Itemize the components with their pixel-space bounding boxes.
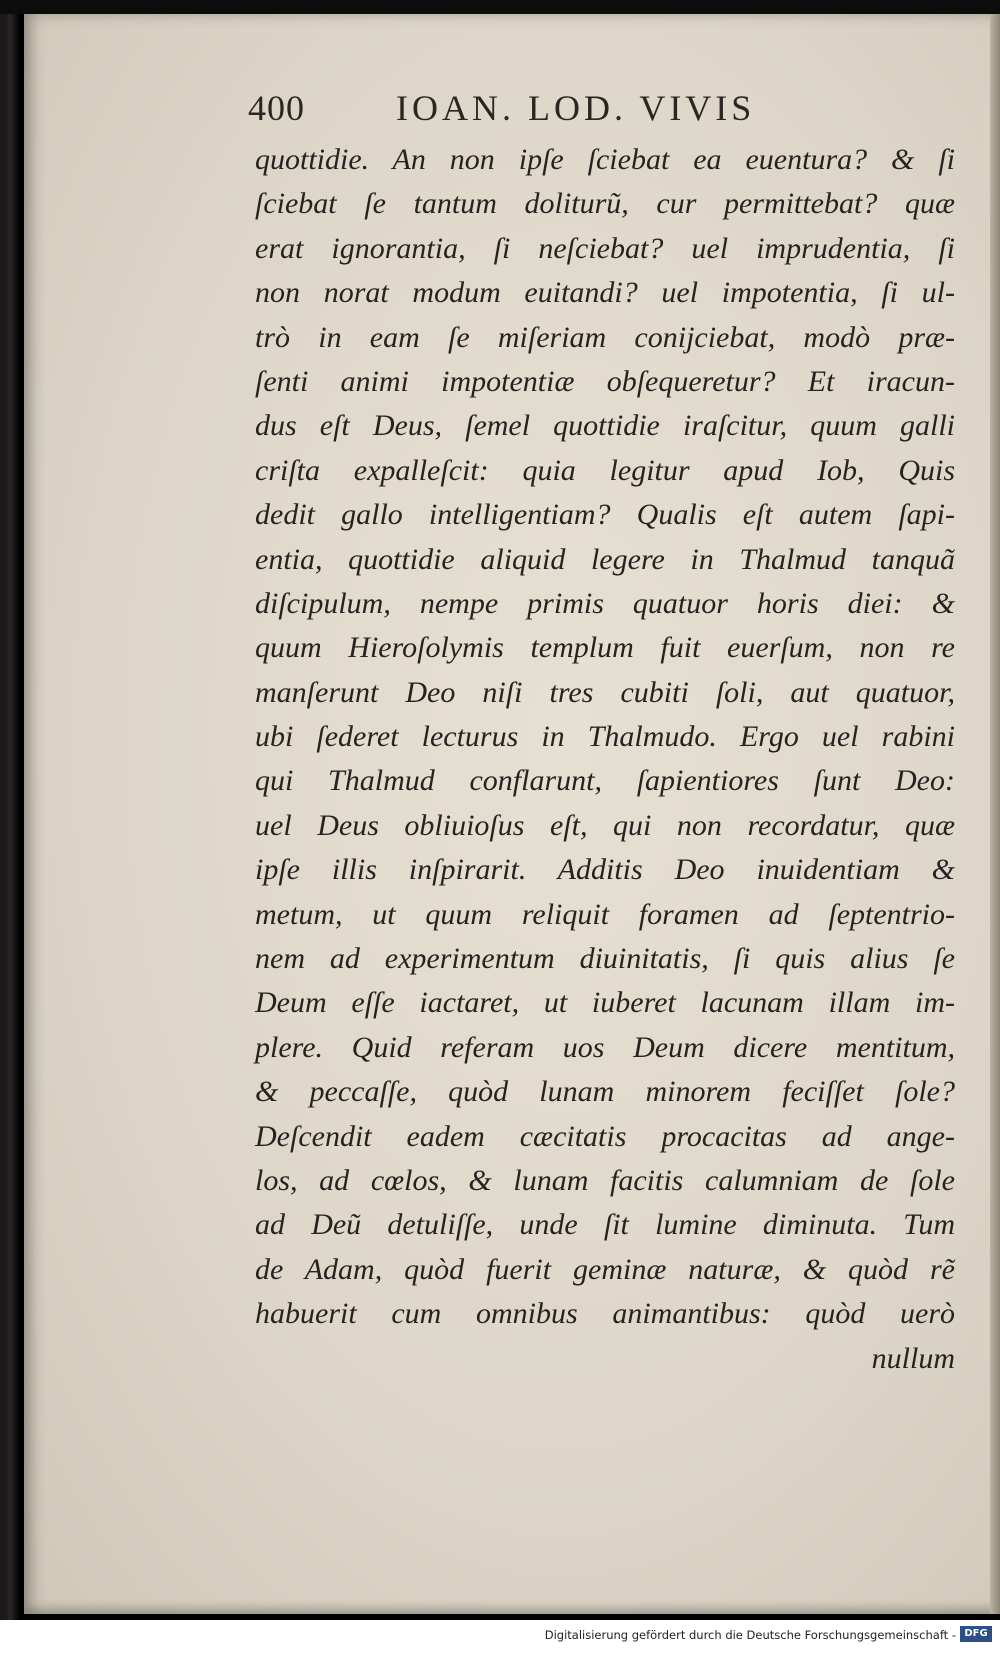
running-header — [248, 85, 868, 135]
text-line: los, ad cœlos, & lunam facitis calumniam de ſole — [255, 1163, 955, 1197]
text-line: quottidie. An non ipſe ſciebat ea euentura? & ſi — [255, 143, 955, 176]
text-line: dus eſt Deus, ſemel quottidie iraſcitur, quum galli — [255, 409, 955, 443]
text-line: metum, ut quum reliquit foramen ad ſeptentrio- — [255, 897, 955, 931]
text-line: Deſcendit eadem cæcitatis procacitas ad ange- — [255, 1119, 955, 1153]
text-line: trò in eam ſe miſeriam conijciebat, modò præ- — [255, 320, 955, 354]
body-text — [255, 138, 955, 1381]
dfg-logo: DFG — [960, 1626, 992, 1642]
text-line: habuerit cum omnibus animantibus: quòd uerò — [255, 1297, 955, 1331]
digitization-footer — [0, 1620, 1000, 1661]
funding-note: Digitalisierung gefördert durch die Deutsche Forschungsgemeinschaft - — [544, 1628, 956, 1642]
text-line: nem ad experimentum diuinitatis, ſi quis alius ſe — [255, 942, 955, 976]
text-line: manſerunt Deo niſi tres cubiti ſoli, aut quatuor, — [255, 675, 955, 709]
text-line: dedit gallo intelligentiam? Qualis eſt autem ſapi- — [255, 498, 955, 532]
text-line: ſenti animi impotentiæ obſequeretur? Et iracun- — [255, 364, 955, 398]
text-line: non norat modum euitandi? uel impotentia, ſi ul- — [255, 276, 955, 310]
text-line: plere. Quid referam uos Deum dicere mentitum, — [255, 1030, 955, 1064]
catchword: nullum — [871, 1341, 955, 1375]
running-title: IOAN. LOD. VIVIS — [396, 88, 756, 128]
text-line: criſta expalleſcit: quia legitur apud Iob, Quis — [255, 453, 955, 487]
text-line: erat ignorantia, ſi neſciebat? uel imprudentia, ſi — [255, 231, 955, 265]
text-line: ubi ſederet lecturus in Thalmudo. Ergo uel rabini — [255, 720, 955, 754]
text-line: entia, quottidie aliquid legere in Thalmud tanquã — [255, 542, 955, 576]
text-line: ad Deũ detuliſſe, unde ſit lumine diminuta. Tum — [255, 1208, 955, 1242]
page-number: 400 — [248, 88, 305, 128]
text-line: quum Hieroſolymis templum fuit euerſum, non re — [255, 631, 955, 665]
text-line: uel Deus obliuioſus eſt, qui non recordatur, quæ — [255, 808, 955, 842]
text-line: ſciebat ſe tantum doliturũ, cur permittebat? quæ — [255, 187, 955, 221]
page-fore-edge — [990, 14, 1000, 1614]
text-line: diſcipulum, nempe primis quatuor horis diei: & — [255, 586, 955, 620]
scan-top-edge — [0, 0, 1000, 14]
text-line: Deum eſſe iactaret, ut iuberet lacunam illam im- — [255, 986, 955, 1020]
text-line: & peccaſſe, quòd lunam minorem feciſſet ſole? — [255, 1075, 955, 1109]
text-line: qui Thalmud conflarunt, ſapientiores ſunt Deo: — [255, 764, 955, 798]
text-line: ipſe illis inſpirarit. Additis Deo inuidentiam & — [255, 853, 955, 887]
text-line: de Adam, quòd fuerit geminæ naturæ, & quòd rẽ — [255, 1252, 955, 1286]
